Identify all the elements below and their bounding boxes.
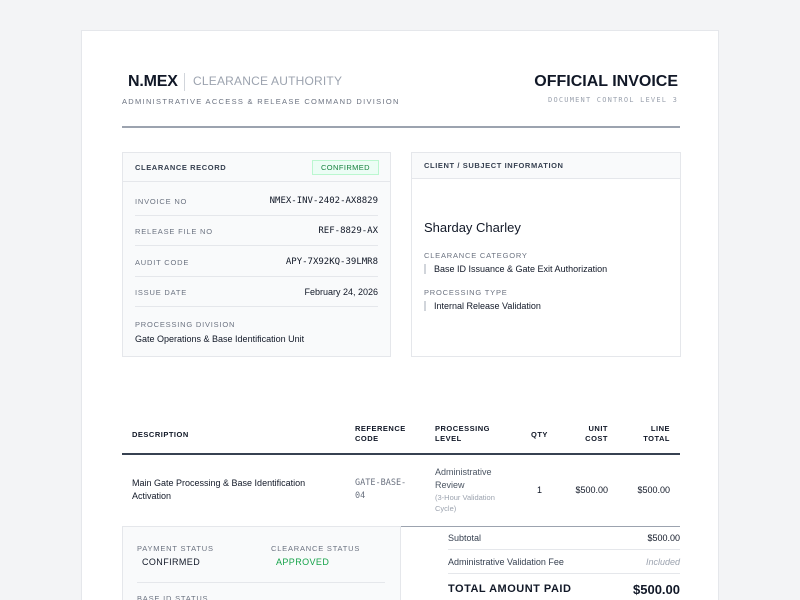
- brand-logo: N.MEX: [128, 73, 178, 90]
- status-badge: CONFIRMED: [312, 160, 379, 175]
- document-title: OFFICIAL INVOICE: [534, 73, 678, 90]
- subtotal-label: Subtotal: [448, 533, 482, 543]
- header-line: LINE: [650, 424, 670, 433]
- header-line: UNIT: [588, 424, 608, 433]
- clearance-status-label: CLEARANCE STATUS: [271, 544, 361, 553]
- subtotal-value: $500.00: [647, 533, 680, 543]
- description-line: Main Gate Processing & Base Identification: [132, 478, 306, 488]
- column-header-line-total: [643, 424, 670, 444]
- client-information-card: [411, 152, 681, 357]
- status-panel: [122, 526, 401, 600]
- clearance-record-card: [122, 152, 391, 357]
- header-line: COST: [585, 434, 608, 443]
- clearance-record-title: CLEARANCE RECORD: [135, 163, 227, 172]
- record-label: INVOICE NO: [135, 197, 188, 206]
- header-divider: [122, 126, 680, 128]
- fee-label: Administrative Validation Fee: [448, 557, 564, 567]
- record-value: NMEX-INV-2402-AX8829: [269, 196, 378, 206]
- fee-value: Included: [645, 557, 680, 567]
- invoice-document: [81, 30, 719, 600]
- item-unit-cost: $500.00: [575, 485, 608, 495]
- column-header-processing-level: [435, 424, 490, 444]
- client-information-header: [412, 153, 680, 179]
- header-line: REFERENCE: [355, 424, 406, 433]
- authority-name: CLEARANCE AUTHORITY: [193, 74, 343, 88]
- document-control-level: DOCUMENT CONTROL LEVEL 3: [548, 96, 678, 104]
- record-label: ISSUE DATE: [135, 288, 188, 297]
- processing-type-label: PROCESSING TYPE: [424, 288, 508, 297]
- clearance-record-header: [123, 153, 390, 182]
- level-line: Administrative: [435, 467, 492, 477]
- client-information-title: CLIENT / SUBJECT INFORMATION: [424, 161, 564, 170]
- record-value: REF-8829-AX: [318, 226, 378, 236]
- total-amount-value: $500.00: [633, 582, 680, 597]
- subtotal-row: [448, 526, 680, 550]
- record-row-release-file-no: [135, 216, 378, 246]
- clearance-category-label: CLEARANCE CATEGORY: [424, 251, 528, 260]
- header-line: TOTAL: [643, 434, 670, 443]
- level-line: Review: [435, 480, 465, 490]
- brand-divider: [184, 73, 185, 91]
- base-id-status-label: BASE ID STATUS: [137, 594, 209, 600]
- column-header-reference-code: [355, 424, 406, 444]
- clearance-status-value: APPROVED: [276, 557, 330, 567]
- division-name: ADMINISTRATIVE ACCESS & RELEASE COMMAND DIVISION: [122, 97, 400, 106]
- item-description: [132, 477, 305, 503]
- item-processing-level: [435, 466, 495, 514]
- table-header-rule: [122, 453, 680, 455]
- level-note: (3-Hour Validation: [435, 493, 495, 502]
- column-header-qty: QTY: [531, 430, 548, 439]
- client-name: Sharday Charley: [424, 220, 521, 235]
- description-line: Activation: [132, 491, 172, 501]
- column-header-unit-cost: [585, 424, 608, 444]
- record-value: February 24, 2026: [304, 287, 378, 297]
- processing-division-value: Gate Operations & Base Identification Unit: [135, 334, 305, 344]
- item-qty: 1: [537, 485, 543, 495]
- header-line: LEVEL: [435, 434, 462, 443]
- record-label: RELEASE FILE NO: [135, 227, 213, 236]
- fee-row: [448, 550, 680, 574]
- column-header-description: DESCRIPTION: [132, 430, 189, 439]
- payment-status-value: CONFIRMED: [142, 557, 201, 567]
- reference-line: GATE-BASE-: [355, 478, 407, 488]
- clearance-category-value: Base ID Issuance & Gate Exit Authorization: [424, 264, 607, 274]
- item-reference-code: [355, 477, 406, 503]
- header-line: CODE: [355, 434, 379, 443]
- record-row-issue-date: [135, 277, 378, 307]
- reference-line: 04: [355, 491, 366, 501]
- processing-division-label: PROCESSING DIVISION: [135, 320, 236, 329]
- record-label: AUDIT CODE: [135, 258, 190, 267]
- processing-type-value: Internal Release Validation: [424, 301, 541, 311]
- header-line: PROCESSING: [435, 424, 491, 433]
- level-note: Cycle): [435, 504, 457, 513]
- record-row-audit-code: [135, 247, 378, 277]
- payment-status-label: PAYMENT STATUS: [137, 544, 214, 553]
- total-amount-label: TOTAL AMOUNT PAID: [448, 583, 572, 595]
- record-value: APY-7X92KQ-39LMR8: [285, 257, 378, 267]
- totals-summary: [448, 526, 680, 600]
- status-divider: [137, 582, 385, 583]
- record-row-invoice-no: [135, 186, 378, 216]
- item-line-total: $500.00: [637, 485, 670, 495]
